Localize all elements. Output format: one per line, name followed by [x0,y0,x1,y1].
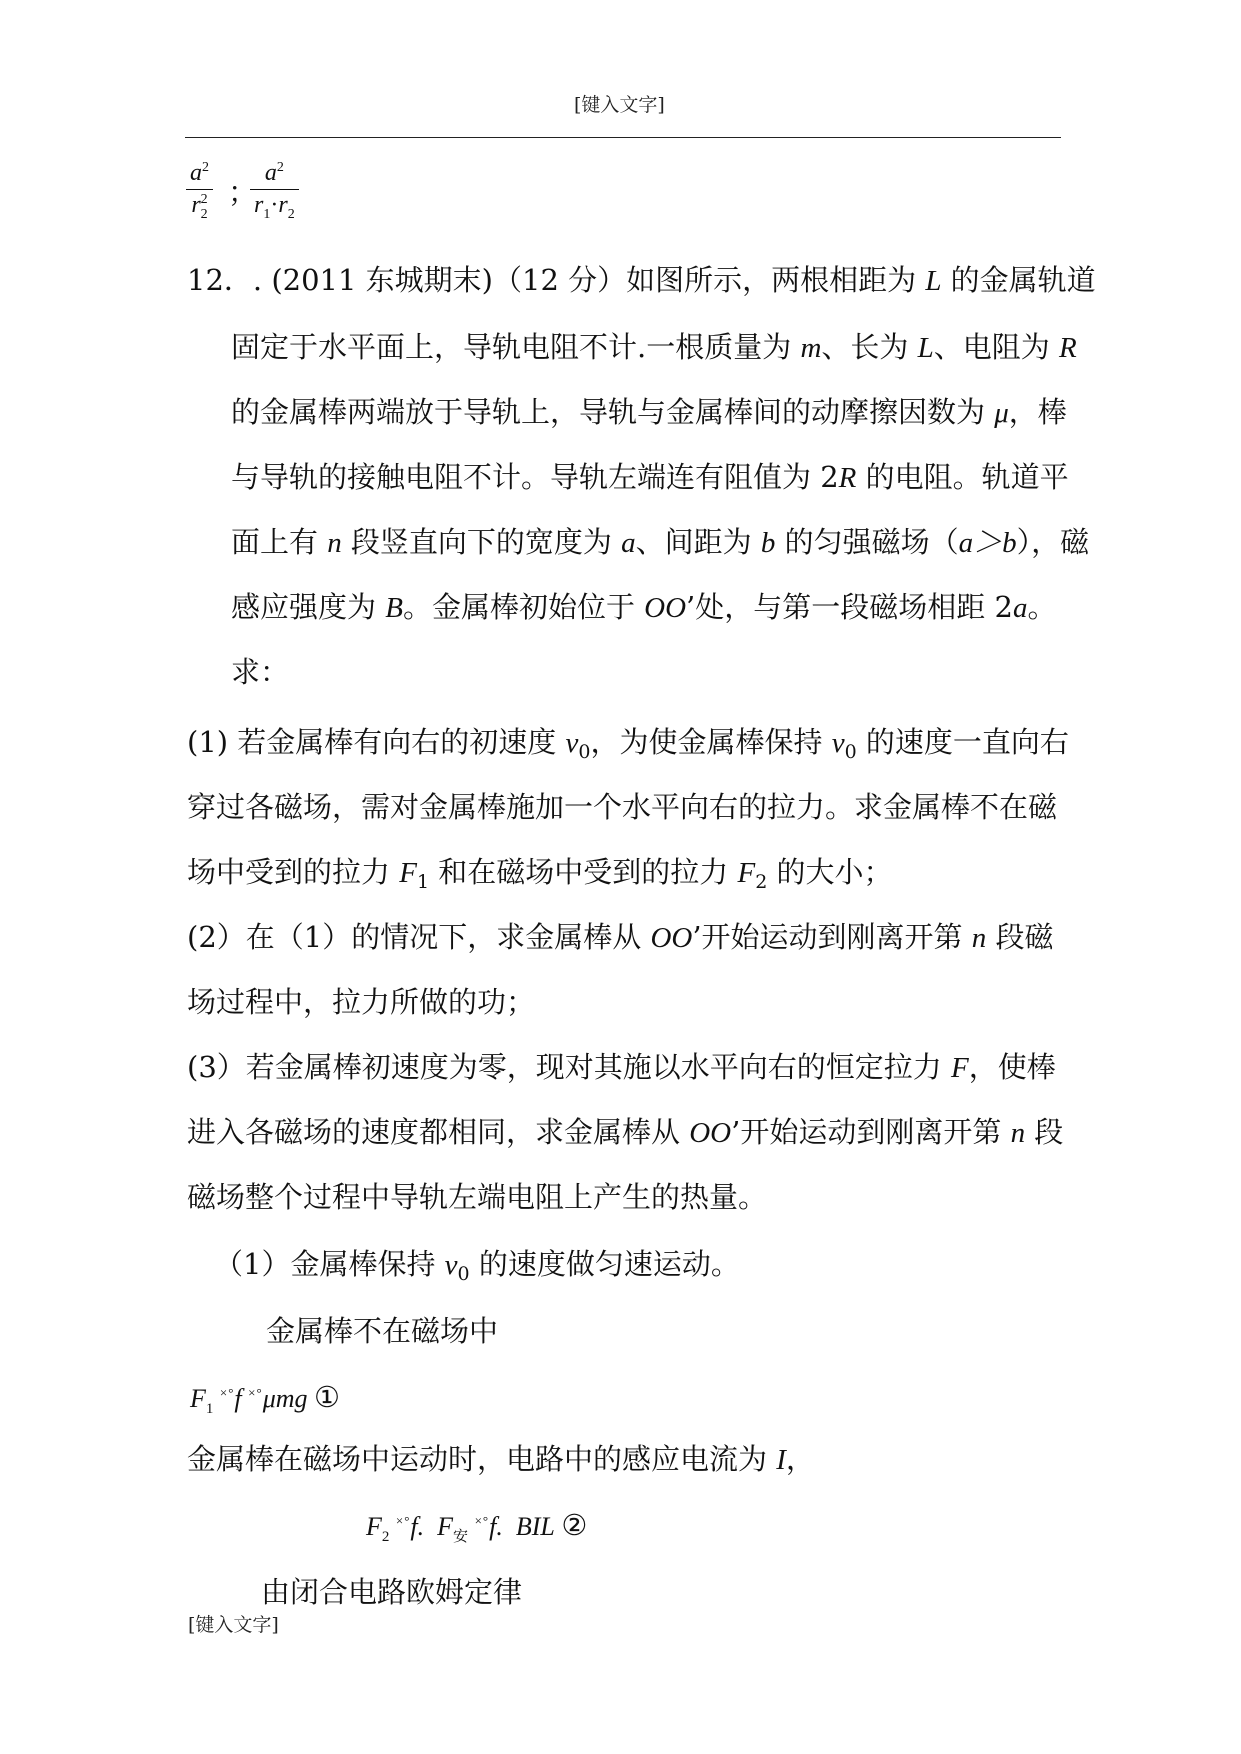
solution-line-2: 金属棒不在磁场中 [266,1314,499,1348]
fraction-a2-over-r1r2: $a^2$ $r_1\cdot r_2$ [250,160,299,223]
problem-line-1: 12．. (2011 东城期末)（12 分）如图所示，两根相距为 L 的金属轨道 [187,263,1096,297]
problem-line-2: 固定于水平面上，导轨电阻不计.一根质量为 m、长为 L、电阻为 R [231,330,1077,364]
header-rule [185,137,1061,138]
problem-line-5: 面上有 n 段竖直向下的宽度为 a、间距为 b 的匀强磁场（a＞b），磁 [231,525,1090,559]
equation-1-number: ① [314,1382,341,1414]
fraction-a2-over-r2sq: $a^2$ $r_2^2$ [186,160,213,223]
question-3-line-2: 进入各磁场的速度都相同，求金属棒从 OO’开始运动到刚离开第 n 段 [187,1115,1064,1149]
question-2-line-1: (2）在（1）的情况下，求金属棒从 OO’开始运动到刚离开第 n 段磁 [187,920,1054,954]
question-1-line-1: (1) 若金属棒有向右的初速度 $v_0$，为使金属棒保持 $v_0$ 的速度一直向右 [187,725,1069,763]
page-footer: [键入文字] [188,1614,279,1636]
solution-line-3: 金属棒在磁场中运动时，电路中的感应电流为 I， [187,1442,815,1476]
problem-line-6: 感应强度为 B。金属棒初始位于 OO’处，与第一段磁场相距 2a。 [231,590,1057,624]
question-2-line-2: 场过程中，拉力所做的功； [187,985,536,1019]
solution-line-1: （1）金属棒保持 $v_0$ 的速度做匀速运动。 [214,1247,740,1285]
question-3-line-1: (3）若金属棒初速度为零，现对其施以水平向右的恒定拉力 F，使棒 [187,1050,1056,1084]
question-1-line-3: 场中受到的拉力 $F_1$ 和在磁场中受到的拉力 $F_2$ 的大小； [187,855,893,893]
page-header: [键入文字] [574,94,665,116]
question-3-line-3: 磁场整个过程中导轨左端电阻上产生的热量。 [187,1180,768,1214]
problem-line-7: 求： [231,655,290,689]
fraction-separator: ； [228,175,258,209]
equation-1: $F_1$ ×°f ×°μmg ① [190,1382,341,1417]
solution-line-4: 由闭合电路欧姆定律 [261,1575,523,1609]
problem-line-3: 的金属棒两端放于导轨上，导轨与金属棒间的动摩擦因数为 μ，棒 [231,395,1067,429]
equation-2-number: ② [561,1510,588,1542]
question-1-line-2: 穿过各磁场，需对金属棒施加一个水平向右的拉力。求金属棒不在磁 [187,790,1058,824]
problem-line-4: 与导轨的接触电阻不计。导轨左端连有阻值为 2R 的电阻。轨道平 [231,460,1069,494]
equation-2: $F_2$ ×°f. $F_安$ ×°f. BIL ② [366,1510,588,1545]
